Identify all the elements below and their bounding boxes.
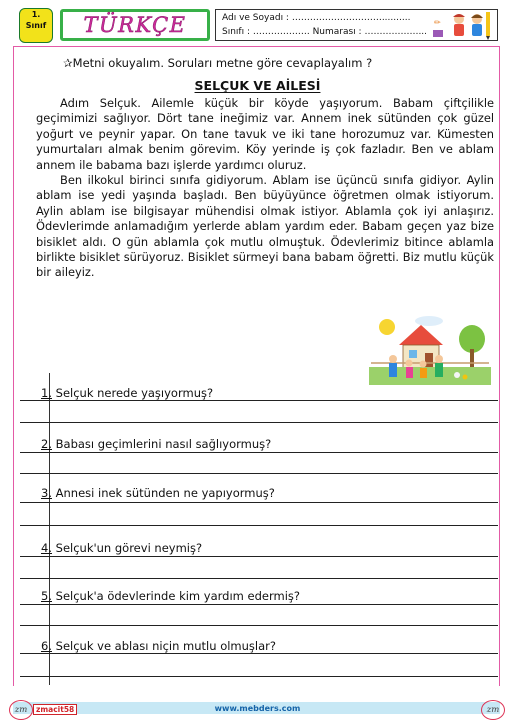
question-text: Annesi inek sütünden ne yapıyormuş? xyxy=(55,486,275,500)
question-number: 1. xyxy=(41,386,52,400)
question-text: Selçuk'a ödevlerinde kim yardım edermiş? xyxy=(55,589,300,603)
zm-logo-right: zm xyxy=(481,700,505,720)
question-text: Selçuk'un görevi neymiş? xyxy=(55,541,203,555)
answer-line[interactable] xyxy=(20,400,498,401)
frame-right-line xyxy=(499,46,500,686)
question-text: Selçuk nerede yaşıyormuş? xyxy=(55,386,214,400)
answer-line[interactable] xyxy=(20,676,498,677)
site-link[interactable]: www.mebders.com xyxy=(214,704,301,713)
answer-line[interactable] xyxy=(20,556,498,557)
question-text: Selçuk ve ablası niçin mutlu olmuşlar? xyxy=(55,639,276,653)
answer-line[interactable] xyxy=(20,422,498,423)
answer-line[interactable] xyxy=(20,653,498,654)
question-3 xyxy=(41,486,499,500)
star-icon: ✰ xyxy=(63,56,73,70)
story-text xyxy=(36,96,494,281)
instruction xyxy=(63,56,372,70)
story-title: SELÇUK VE AİLESİ xyxy=(194,78,321,93)
grade-number: 1. xyxy=(31,10,41,19)
answer-line[interactable] xyxy=(20,625,498,626)
question-6 xyxy=(41,639,499,653)
question-4 xyxy=(41,541,499,555)
svg-text:✏: ✏ xyxy=(434,18,441,27)
class-number-field[interactable]: Sınıfı : ………………. Numarası : ………………... xyxy=(222,27,428,37)
story-paragraph: Ben ilkokul birinci sınıfa gidiyorum. Ablam ise üçüncü sınıfa gidiyor. Aylin ablam ise yedi yaşında başladı. Ben büyüyünce öğretmen olmak istiyorum. Aylin ablam ise bilgisayar mühendisi olmak istiyor. Ablamla çok iyi anlaşırız. Ödevlerimde anlamadığım yerlerde ablam yardım eder. Babam geçen yaz bize bisiklet aldı. O gün ablamla çok mutlu olmuştuk. Ödevlerimiz bitince ablamla birlikte bisiklet sürüyoruz. Bisiklet sürmeyi bana babam öğretti. Biz mutlu küçük bir aileyiz. xyxy=(36,173,494,280)
answer-line[interactable] xyxy=(20,452,498,453)
frame-left-line xyxy=(13,46,14,686)
name-field[interactable]: Adı ve Soyadı : ………………………….......... xyxy=(222,13,411,23)
question-5 xyxy=(41,589,499,603)
subject-title-box xyxy=(60,9,210,41)
children-with-pencil-icon xyxy=(429,10,499,40)
answer-line[interactable] xyxy=(20,502,498,503)
answer-line[interactable] xyxy=(20,604,498,605)
answer-line[interactable] xyxy=(20,525,498,526)
question-number: 4. xyxy=(41,541,52,555)
question-number: 5. xyxy=(41,589,52,603)
family-house-icon xyxy=(369,313,491,385)
question-1 xyxy=(41,386,499,400)
answer-line[interactable] xyxy=(20,473,498,474)
question-2 xyxy=(41,437,499,451)
question-number: 6. xyxy=(41,639,52,653)
author-credit: zmacit58 xyxy=(33,704,77,715)
question-number: 3. xyxy=(41,486,52,500)
answer-line[interactable] xyxy=(20,578,498,579)
question-number: 2. xyxy=(41,437,52,451)
subject-title: TÜRKÇE xyxy=(83,13,187,37)
question-text: Babası geçimlerini nasıl sağlıyormuş? xyxy=(55,437,272,451)
story-paragraph: Adım Selçuk. Ailemle küçük bir köyde yaşıyorum. Babam çiftçilikle geçimimizi sağlıyor. Dört tane ineğimiz var. Annem inek sütünden çok güzel yoğurt ve peynir yapar. On tane tavuk ve iki tane horozumuz var. Kümesten yumurtaları almak benim görevim. Köy yerinde iş çok fazladır. Ben ve ablam annem ile babama bazı işlerde yardımcı oluruz. xyxy=(36,96,494,172)
instruction-text: Metni okuyalım. Soruları metne göre cevaplayalım ? xyxy=(72,56,373,70)
frame-top-line xyxy=(13,46,500,47)
grade-badge xyxy=(19,8,53,43)
grade-word: Sınıf xyxy=(25,21,47,30)
zm-logo-left: zm xyxy=(9,700,33,720)
